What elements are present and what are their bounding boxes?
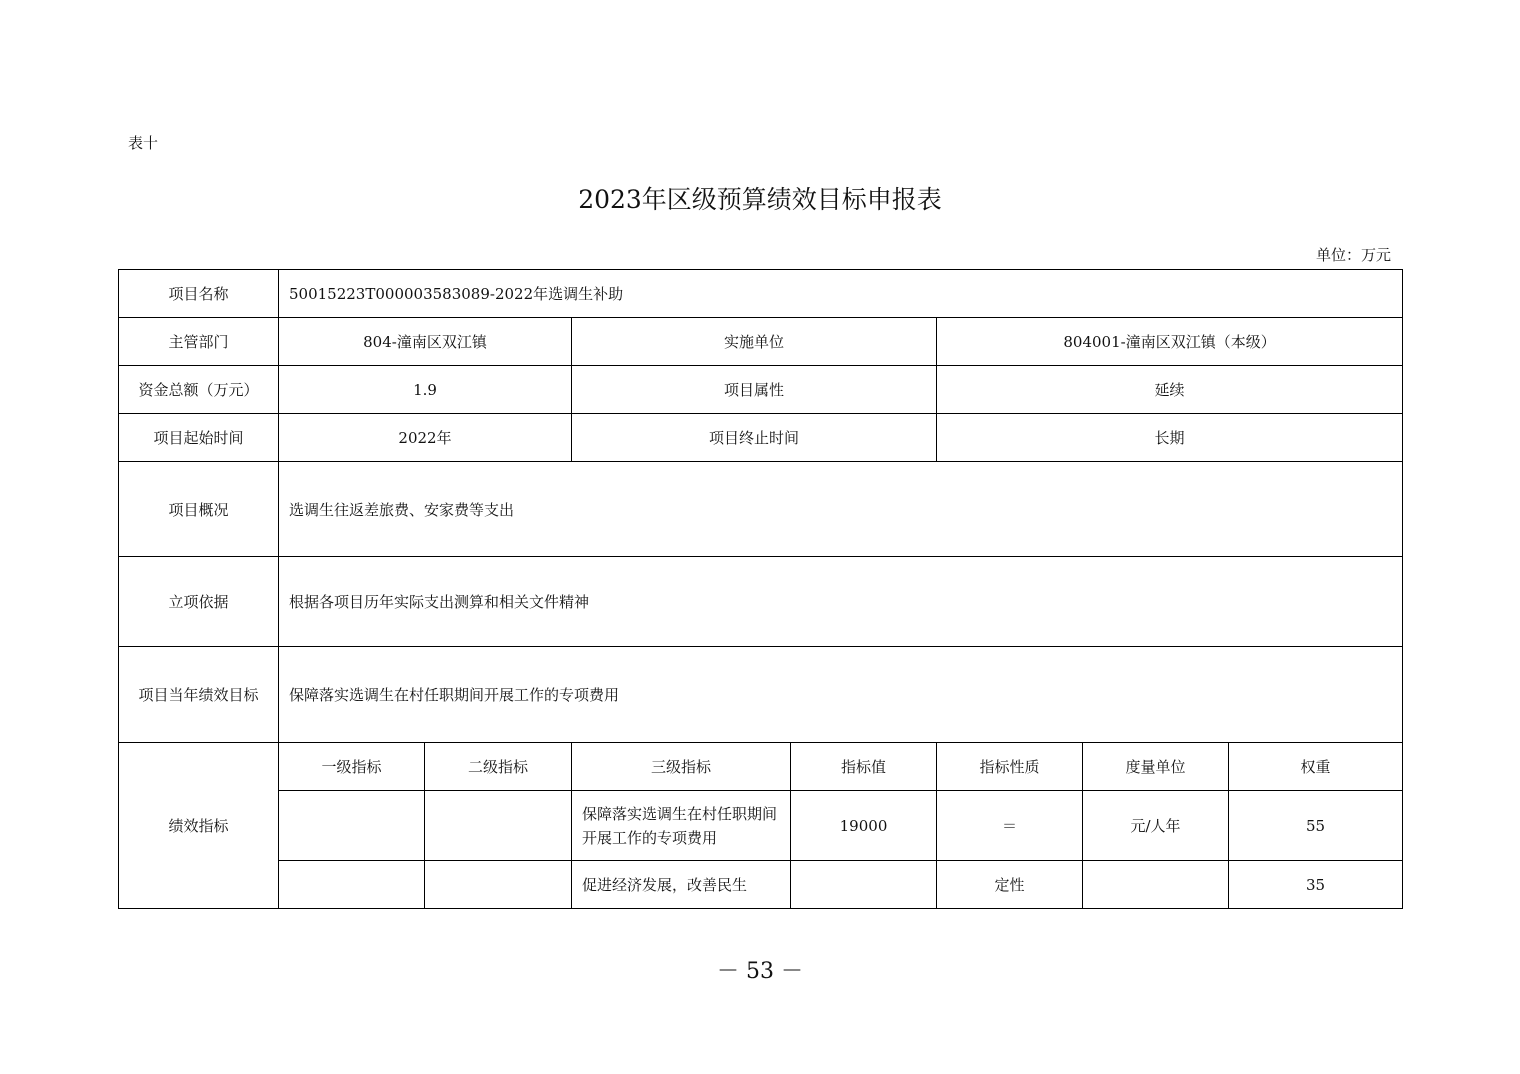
annual-goal-label: 项目当年绩效目标 — [119, 647, 279, 743]
indicator-level3: 保障落实选调生在村任职期间开展工作的专项费用 — [572, 791, 791, 861]
indicator-level2 — [425, 861, 572, 909]
indicators-section-label: 绩效指标 — [119, 743, 279, 909]
indicator-row — [119, 861, 1403, 909]
table-number: 表十 — [128, 134, 159, 152]
fund-total-value: 1.9 — [279, 366, 572, 414]
header-value: 指标值 — [791, 743, 937, 791]
project-attribute-label: 项目属性 — [572, 366, 937, 414]
page-title: 2023年区级预算绩效目标申报表 — [578, 185, 942, 214]
indicator-nature: 定性 — [937, 861, 1083, 909]
header-weight: 权重 — [1229, 743, 1403, 791]
header-level1: 一级指标 — [279, 743, 425, 791]
basis-value: 根据各项目历年实际支出测算和相关文件精神 — [279, 557, 1403, 647]
budget-target-table — [118, 269, 1403, 909]
indicator-header-row — [119, 743, 1403, 791]
department-label: 主管部门 — [119, 318, 279, 366]
implementing-unit-value: 804001-潼南区双江镇（本级） — [937, 318, 1403, 366]
header-nature: 指标性质 — [937, 743, 1083, 791]
project-attribute-value: 延续 — [937, 366, 1403, 414]
indicator-unit: 元/人年 — [1083, 791, 1229, 861]
row-department — [119, 318, 1403, 366]
row-project-name — [119, 270, 1403, 318]
indicator-weight: 35 — [1229, 861, 1403, 909]
header-level2: 二级指标 — [425, 743, 572, 791]
indicator-nature: ＝ — [937, 791, 1083, 861]
indicator-value — [791, 861, 937, 909]
indicator-row — [119, 791, 1403, 861]
indicator-level1 — [279, 791, 425, 861]
indicator-level2 — [425, 791, 572, 861]
row-basis — [119, 557, 1403, 647]
header-level3: 三级指标 — [572, 743, 791, 791]
fund-total-label: 资金总额（万元） — [119, 366, 279, 414]
indicator-unit — [1083, 861, 1229, 909]
project-name-label: 项目名称 — [119, 270, 279, 318]
indicator-value: 19000 — [791, 791, 937, 861]
row-overview — [119, 462, 1403, 557]
implementing-unit-label: 实施单位 — [572, 318, 937, 366]
basis-label: 立项依据 — [119, 557, 279, 647]
row-period — [119, 414, 1403, 462]
annual-goal-value: 保障落实选调生在村任职期间开展工作的专项费用 — [279, 647, 1403, 743]
start-time-value: 2022年 — [279, 414, 572, 462]
overview-label: 项目概况 — [119, 462, 279, 557]
end-time-label: 项目终止时间 — [572, 414, 937, 462]
start-time-label: 项目起始时间 — [119, 414, 279, 462]
unit-label: 单位：万元 — [1315, 246, 1391, 264]
project-name-value: 50015223T000003583089-2022年选调生补助 — [279, 270, 1403, 318]
department-value: 804-潼南区双江镇 — [279, 318, 572, 366]
header-unit: 度量单位 — [1083, 743, 1229, 791]
indicator-weight: 55 — [1229, 791, 1403, 861]
indicator-level1 — [279, 861, 425, 909]
page-number: － 53 － — [717, 959, 803, 984]
row-fund — [119, 366, 1403, 414]
end-time-value: 长期 — [937, 414, 1403, 462]
overview-value: 选调生往返差旅费、安家费等支出 — [279, 462, 1403, 557]
indicator-level3: 促进经济发展，改善民生 — [572, 861, 791, 909]
row-annual-goal — [119, 647, 1403, 743]
